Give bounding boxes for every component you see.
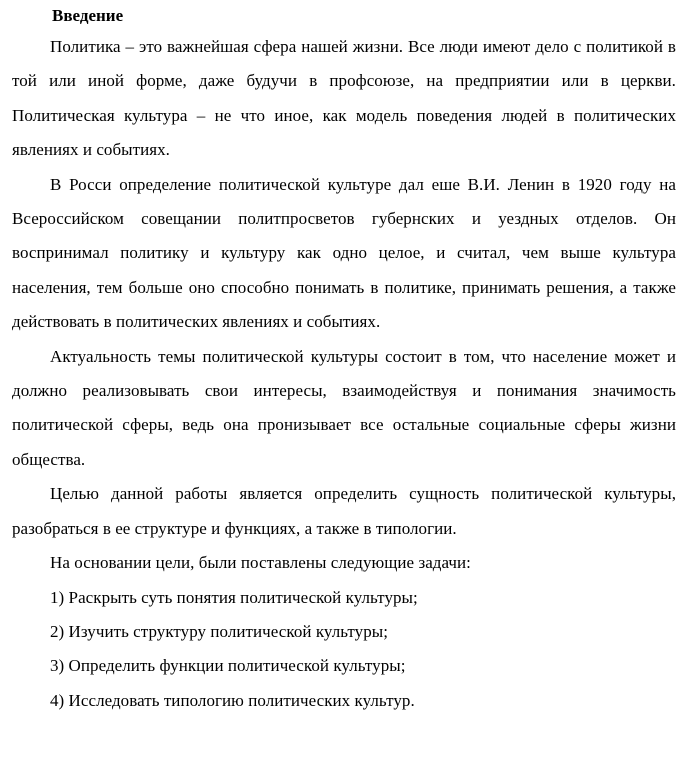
task-item: 3) Определить функции политической культуры; (50, 656, 406, 676)
section-heading: Введение (52, 6, 124, 25)
paragraph-intro: Политика – это важнейшая сфера нашей жизни. Все люди имеют дело с политикой в той или иной форме, даже будучи в профсоюзе, на предприятии или в церкви. Политическая культура – не что иное, как модель поведения людей в политических явлениях и событиях. (12, 37, 676, 160)
paragraph-tasks-intro: На основании цели, были поставлены следующие задачи: (50, 553, 471, 573)
paragraph-goal: Целью данной работы является определить сущность политической культуры, разобраться в ее структуре и функциях, а также в типологии. (12, 484, 676, 538)
paragraph-relevance: Актуальность темы политической культуры состоит в том, что население может и должно реализовывать свои интересы, взаимодействуя и понимания значимость политической сферы, ведь она пронизывает все остальные социальные сферы жизни общества. (12, 346, 676, 469)
task-item: 2) Изучить структуру политической культуры; (50, 621, 388, 641)
paragraph-history: В Росси определение политической культуре дал еше В.И. Ленин в 1920 году на Всероссийском совещании политпросветов губернских и уездных отделов. Он воспринимал политику и культуру как одно целое, и считал, чем выше культура населения, тем больше оно способно понимать в политике, принимать решения, а также действовать в политических явлениях и событиях. (12, 174, 676, 332)
task-item: 1) Раскрыть суть понятия политической культуры; (50, 587, 418, 607)
task-item: 4) Исследовать типологию политических культур. (50, 690, 415, 710)
